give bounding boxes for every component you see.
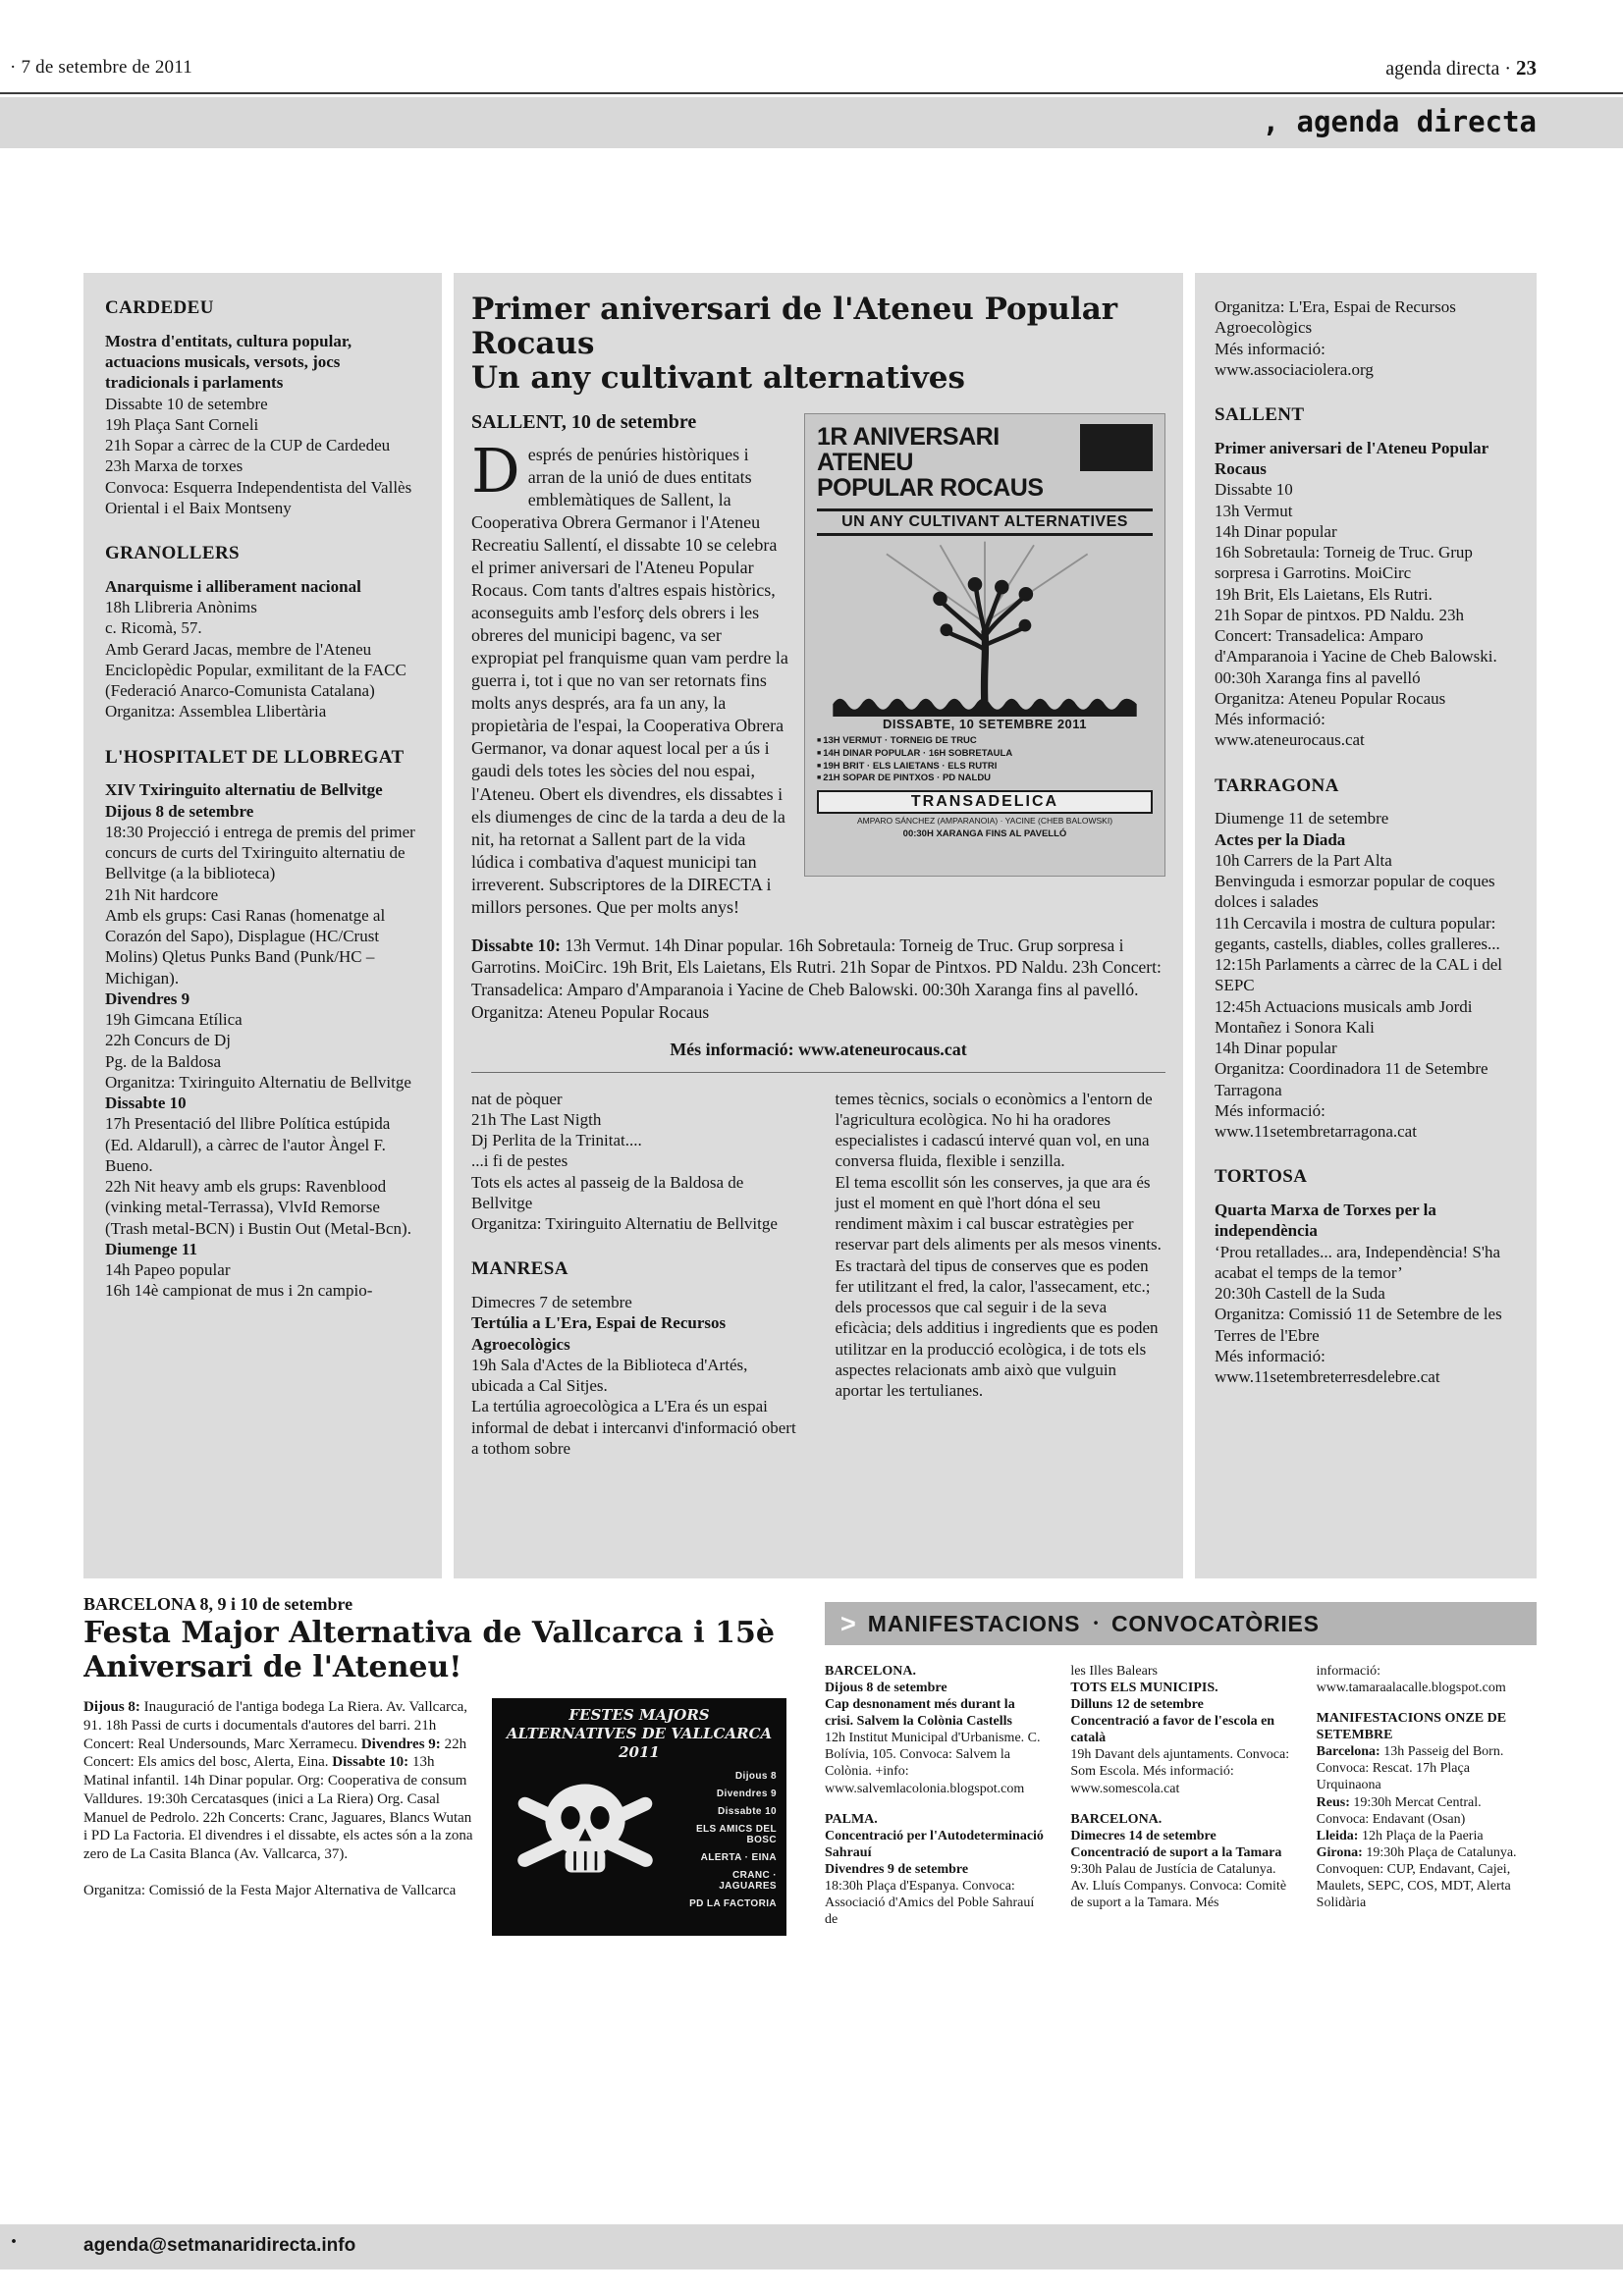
drop-cap: D (471, 435, 520, 507)
agenda-line: 21h The Last Nigth (471, 1109, 602, 1129)
bold-segment: Dissabte 10: (332, 1754, 409, 1771)
agenda-line: Primer aniversari de l'Ateneu Popular Rocaus (1215, 438, 1488, 478)
agenda-line: www.ateneurocaus.cat (1215, 730, 1365, 750)
separator-dot: · (1504, 58, 1511, 80)
agenda-line: Dijous 8 de setembre (105, 801, 254, 821)
agenda-right-blocks (1215, 296, 1517, 1387)
skull-artwork (496, 1761, 675, 1910)
agenda-line: Més informació: www.11setembreterresdelebre.cat (1215, 1346, 1440, 1386)
poster-badge (1080, 424, 1153, 471)
city-heading: TARRAGONA (1215, 774, 1339, 796)
agenda-line: Més informació: (1215, 710, 1325, 728)
agenda-line: 18h Llibreria Anònims (105, 598, 257, 616)
subcolumn-right (836, 1089, 1166, 1460)
agenda-line: El tema escollit són les conserves, ja que ara és just el moment en què l'hort dóna el seu rendiment màxim i cal buscar estratègies per reservar part dels aliments per als mesos vinents. Es tractarà del tipus de conserves que es poden fer utilitzant el fred, la calor, l'assecament, etc.; dels processos que cal seguir i de la seva eficàcia; dels additius i ingredients que es poden utilitzar en la producció ecològica, i de tots els aspectes relacionats amb això que vulguin aportar les tertulianes. (835, 1172, 1162, 1401)
agenda-line: 20:30h Castell de la Suda (1215, 1284, 1385, 1303)
poster-subtitle-strip: UN ANY CULTIVANT ALTERNATIVES (817, 508, 1153, 536)
agenda-line: 11h Cercavila i mostra de cultura popular: gegants, castells, diables, colles gralleres... (1215, 913, 1500, 953)
article-subcolumns (471, 1089, 1165, 1460)
agenda-line: Mostra d'entitats, cultura popular, actuacions musicals, versots, jocs tradicionals i parlaments (105, 331, 352, 393)
text-segment: Inauguració de l'antiga bodega La Riera. Av. Vallcarca, 91. 18h Passi de curts i documentals d'autores del barri. 21h Concert: Real Undersounds, Marc Xerramecu. (83, 1699, 468, 1752)
agenda-line: 19h Davant dels ajuntaments. Convoca: Som Escola. Més informació: www.somescola.cat (1070, 1747, 1290, 1796)
agenda-line: Pg. de la Baldosa (105, 1051, 222, 1071)
agenda-line: www.associaciolera.org (1215, 359, 1374, 379)
agenda-line: Dissabte 10 de setembre (105, 394, 268, 413)
agenda-line: XIV Txiringuito alternatiu de Bellvitge (105, 780, 383, 800)
agenda-line: Organitza: Txiringuito Alternatiu de Bellvitge (105, 1072, 411, 1092)
poster-schedule-line: ■ 19H BRIT · ELS LAIETANS · ELS RUTRI (817, 761, 1153, 774)
poster-schedule-line: ■ 14H DINAR POPULAR · 16H SOBRETAULA (817, 748, 1153, 761)
agenda-line: 10h Carrers de la Part Alta (1215, 850, 1392, 870)
manifest-title-1: MANIFESTACIONS (867, 1610, 1081, 1636)
agenda-line: Més informació: (1215, 339, 1325, 358)
agenda-line: Amb els grups: Casi Ranas (homenatge al Corazón del Sapo), Displague (HC/Crust Molins) Qletus Punks Band (Punk/HC – Michigan). (105, 905, 386, 988)
article-divider (471, 1072, 1165, 1073)
agenda-line: 19h Gimcana Etílica (105, 1010, 243, 1029)
arrow-icon: > (840, 1608, 856, 1638)
agenda-line: 19h Sala d'Actes de la Biblioteca d'Artés, ubicada a Cal Sitjes. (471, 1355, 748, 1396)
banner-title: , agenda directa (1262, 105, 1537, 138)
article-body-text: esprés de penúries històriques i arran de la unió de dues entitats emblemàtiques de Sallent, la Cooperativa Obrera Germanor i l'Ateneu Recreatiu Sallentí, el dissabte 10 se celebra el primer aniversari de l'Ateneu Popular Rocaus. Com tants d'altres espais històrics, aconseguits amb l'esforç dels obrers i les obreres del municipi bagenc, va ser expropiat pel franquisme quan vam perdre la guerra i, tot i que no van ser retornats fins molts anys després, ara fa un any, la propietària de l'espai, la Cooperativa Obrera Germanor, va donar aquest local per a ús i gaudi dels totes les sòcies del nou espai, l'Ateneu. Obert els divendres, els dissabtes i els diumenges de cinc de la tarda a deu de la nit, ha retornat a Sallent part de la vida lúdica i combativa d'aquest municipi tan irreverent. Subscriptores de la DIRECTA i millors persones. Que per molts anys! (471, 445, 788, 917)
agenda-line: 00:30h Xaranga fins al pavelló (1215, 667, 1421, 687)
poster-title-line-2: POPULAR ROCAUS (817, 474, 1044, 503)
agenda-line: ...i fi de pestes (471, 1151, 568, 1171)
poster-band-sub: AMPARO SÁNCHEZ (AMPARANOIA) · YACINE (CHEB BALOWSKI) (856, 816, 1113, 827)
agenda-line: informació: www.tamaraalacalle.blogspot.com (1316, 1664, 1506, 1696)
vallcarca-poster-line: CRANC · JAGUARES (719, 1870, 777, 1892)
agenda-line: Benvinguda i esmorzar popular de coques dolces i salades (1215, 872, 1495, 912)
agenda-line: TOTS ELS MUNICIPIS. (1070, 1681, 1218, 1696)
agenda-line: Anarquisme i alliberament nacional (105, 576, 361, 596)
agenda-line: BARCELONA. (1070, 1811, 1163, 1827)
city-heading: TORTOSA (1215, 1166, 1308, 1188)
contact-email: agenda@setmanaridirecta.info (83, 2235, 356, 2256)
agenda-line: Dissabte 10 (1215, 480, 1293, 500)
bold-segment: Reus: (1316, 1794, 1350, 1810)
agenda-column-left (83, 273, 442, 1578)
agenda-line: Quarta Marxa de Torxes per la independència (1215, 1201, 1436, 1241)
section-and-page (1385, 56, 1537, 80)
agenda-line: 18:30h Plaça d'Espanya. Convoca: Associació d'Amics del Poble Sahrauí de (825, 1878, 1035, 1928)
spacer (1317, 1696, 1537, 1710)
spacer (825, 1797, 1045, 1811)
article-body-flow (471, 411, 1165, 1459)
agenda-line: 22h Concurs de Dj (105, 1031, 231, 1050)
agenda-line: c. Ricomà, 57. (105, 618, 202, 638)
festa-headline: Festa Major Alternativa de Vallcarca i 15è Aniversari de l'Ateneu! (83, 1616, 775, 1684)
vallcarca-poster-image (492, 1698, 786, 1936)
agenda-line: La tertúlia agroecològica a L'Era és un espai informal de debat i intercanvi d'informació obert a tothom sobre (471, 1397, 796, 1458)
agenda-line: Dilluns 12 de setembre (1070, 1697, 1204, 1713)
agenda-line: Diumenge 11 (105, 1239, 197, 1258)
bold-segment: Dijous 8: (83, 1699, 140, 1715)
agenda-line: 21h Sopar a càrrec de la CUP de Cardedeu (105, 436, 391, 454)
agenda-line: nat de pòquer (471, 1089, 563, 1108)
subcolumn-left (471, 1089, 802, 1460)
festa-body (83, 1698, 476, 1936)
city-heading: MANRESA (471, 1258, 568, 1280)
vallcarca-poster-lines (673, 1771, 777, 1916)
agenda-line: Organitza: Coordinadora 11 de Setembre Tarragona (1215, 1059, 1488, 1099)
agenda-line: 12:45h Actuacions musicals amb Jordi Montañez i Sonora Kali (1215, 996, 1473, 1037)
agenda-line: les Illes Balears (1070, 1664, 1158, 1679)
agenda-line: Cap desnonament més durant la crisi. Salvem la Colònia Castells (825, 1697, 1015, 1730)
agenda-line: temes tècnics, socials o econòmics a l'entorn de l'agricultura ecològica. No hi ha oradores especialistes i cadascú intervé quan vol, en una conversa fluida, flexible i senzilla. (835, 1089, 1153, 1171)
agenda-line: 23h Marxa de torxes (105, 456, 243, 476)
agenda-line: Organitza: Assemblea Llibertària (105, 702, 327, 721)
manifest-columns (825, 1663, 1537, 1928)
article-more-info: Més informació: www.ateneurocaus.cat (670, 1039, 967, 1059)
bold-segment: Girona: (1316, 1844, 1363, 1860)
spacer (83, 1864, 476, 1882)
agenda-line (83, 1698, 476, 1864)
agenda-line: MANIFESTACIONS ONZE DE SETEMBRE (1316, 1711, 1507, 1743)
poster-schedule-line: ■ 21H SOPAR DE PINTXOS · PD NALDU (817, 773, 1153, 785)
header-rule (0, 92, 1623, 94)
agenda-left-blocks (105, 296, 420, 1302)
agenda-line: Organitza: Txiringuito Alternatiu de Bellvitge (471, 1214, 778, 1234)
vallcarca-poster-title: FESTES MAJORS ALTERNATIVES DE VALLCARCA 2011 (506, 1706, 773, 1761)
poster-header (817, 424, 1153, 501)
agenda-line: Tertúlia a L'Era, Espai de Recursos Agroecològics (471, 1313, 727, 1354)
agenda-line: Dimecres 14 de setembre (1070, 1828, 1217, 1843)
agenda-line: 19h Plaça Sant Corneli (105, 414, 259, 434)
agenda-line: Concentració per l'Autodeterminació Sahrauí (825, 1828, 1044, 1860)
agenda-line: 22h Nit heavy amb els grups: Ravenblood (vinking metal-Terrassa), VlvId Remorse (Trash metal-BCN) i Bustin Out (Metal-Bcn). (105, 1177, 411, 1238)
agenda-line: 9:30h Palau de Justícia de Catalunya. Av. Lluís Companys. Convoca: Comitè de suport a la Tamara. Més (1070, 1861, 1287, 1911)
agenda-line: Concentració de suport a la Tamara (1070, 1844, 1282, 1860)
vallcarca-poster-line: Divendres 9 (716, 1789, 777, 1799)
poster-schedule (817, 735, 1153, 785)
agenda-line: 19h Brit, Els Laietans, Els Rutri. (1215, 584, 1433, 604)
issue-date: · 7 de setembre de 2011 (10, 57, 192, 78)
agenda-column-right (1195, 273, 1537, 1578)
spacer (1070, 1797, 1290, 1811)
agenda-line: BARCELONA. (825, 1664, 916, 1679)
agenda-line: Amb Gerard Jacas, membre de l'Ateneu Enciclopèdic Popular, exmilitant de la FACC (Federació Anarco-Comunista Catalana) (105, 639, 406, 700)
agenda-line: 21h Nit hardcore (105, 884, 219, 904)
headline-line-2: Un any cultivant alternatives (471, 360, 965, 397)
agenda-line: Convoca: Esquerra Independentista del Vallès Oriental i el Baix Montseny (105, 477, 412, 517)
agenda-line: Dimecres 7 de setembre (471, 1293, 632, 1312)
text-segment: 22h Concert: Els amics del bosc, Alerta, Eina. (83, 1735, 467, 1771)
agenda-line: Organitza: Comissió de la Festa Major Alternativa de Vallcarca (83, 1882, 457, 1898)
agenda-line: 12:15h Parlaments a càrrec de la CAL i del SEPC (1215, 955, 1502, 995)
headline-line-1: Primer aniversari de l'Ateneu Popular Rocaus (471, 292, 1118, 362)
agenda-line: Dijous 8 de setembre (825, 1681, 947, 1696)
agenda-line: Organitza: Comissió 11 de Setembre de les Terres de l'Ebre (1215, 1305, 1502, 1345)
text-segment: 19:30h Plaça de Catalunya. Convoquen: CUP, Endavant, Cajei, Maulets, SEPC, COS, MDT, Alerta Solidària (1316, 1844, 1517, 1911)
manifest-header (825, 1602, 1537, 1645)
agenda-line: Organitza: Ateneu Popular Rocaus (1215, 688, 1446, 708)
agenda-line: 14h Dinar popular (1215, 1039, 1337, 1057)
agenda-line: Organitza: L'Era, Espai de Recursos Agroecològics (1215, 297, 1456, 338)
feature-article (454, 273, 1183, 1578)
agenda-line: 18:30 Projecció i entrega de premis del primer concurs de curts del Txiringuito alternatiu de Bellvitge (a la biblioteca) (105, 822, 415, 883)
agenda-line: 14h Dinar popular (1215, 521, 1337, 541)
vallcarca-poster-line: Dijous 8 (734, 1771, 777, 1782)
agenda-line: 12h Institut Municipal d'Urbanisme. C. Bolívia, 105. Convoca: Salvem la Colònia. +info: www.salvemlacolonia.blogspot.com (825, 1731, 1041, 1796)
poster-schedule-line: ■ 13H VERMUT · TORNEIG DE TRUC (817, 735, 1153, 748)
agenda-line: 17h Presentació del llibre Política estúpida (Ed. Aldarull), a càrrec de l'autor Àngel F. Bueno. (105, 1114, 391, 1175)
section-name: agenda directa (1385, 58, 1500, 80)
festa-major-box (83, 1594, 805, 1977)
city-heading: L'HOSPITALET DE LLOBREGAT (105, 746, 405, 768)
text-segment: 13h Passeig del Born. Convoca: Rescat. 17h Plaça Urquinaona (1316, 1744, 1504, 1793)
agenda-line (1317, 1844, 1537, 1911)
agenda-line: 16h 14è campionat de mus i 2n campio- (105, 1281, 373, 1301)
article-schedule (471, 934, 1165, 1024)
agenda-line: ‘Prou retallades... ara, Independència! S'ha acabat el temps de la temor’ (1215, 1242, 1500, 1282)
manifest-section (825, 1602, 1537, 1975)
article-headline (471, 293, 1165, 396)
agenda-line: Actes per la Diada (1215, 829, 1346, 849)
poster-title-line-1: 1R ANIVERSARI ATENEU (817, 423, 1000, 477)
agenda-line (1317, 1828, 1537, 1844)
agenda-line: Concentració a favor de l'escola en català (1070, 1714, 1275, 1746)
footer-bar (0, 2224, 1623, 2269)
agenda-line: 14h Papeo popular (105, 1260, 231, 1279)
text-segment: 13h Matinal infantil. 14h Dinar popular. Org: Cooperativa de consum Valldures. 19:30h Cercatasques (inici a La Riera) Org. Casal Manuel de Pedrolo. 22h Concerts: Cranc, Jaguares, Blancs Wutan i PD La Factoria. El divendres i el dissabte, els actes són a la zona zero de La Casita Blanca (Av. Vallcarca, 37). (83, 1754, 473, 1862)
bold-segment: Lleida: (1316, 1828, 1359, 1843)
festa-kicker: BARCELONA 8, 9 i 10 de setembre (83, 1594, 353, 1614)
agenda-line: Divendres 9 de setembre (825, 1861, 969, 1877)
footer-bullet: · (10, 2229, 19, 2255)
agenda-line: Dj Perlita de la Trinitat.... (471, 1131, 642, 1150)
poster-title (817, 424, 1072, 501)
page-number: 23 (1516, 56, 1537, 80)
article-dateline: SALLENT, 10 de setembre (471, 411, 697, 434)
poster-band-name: TRANSADELICA (817, 790, 1153, 814)
vallcarca-poster-line: ALERTA · EINA (700, 1852, 777, 1863)
manifest-column-2 (1070, 1663, 1290, 1928)
text-segment: 12h Plaça de la Paeria (1358, 1828, 1484, 1843)
agenda-line: 21h Sopar de pintxos. PD Naldu. 23h Concert: Transadelica: Amparo d'Amparanoia i Yacine de Cheb Balowski. (1215, 605, 1497, 667)
manifest-column-3 (1317, 1663, 1537, 1928)
city-heading: CARDEDEU (105, 297, 214, 318)
agenda-line (1317, 1794, 1537, 1828)
manifest-separator: · (1092, 1611, 1100, 1635)
agenda-line: Diumenge 11 de setembre (1215, 809, 1389, 828)
text-segment: 19:30h Mercat Central. Convoca: Endavant (Osan) (1316, 1794, 1482, 1827)
agenda-line: PALMA. (825, 1811, 878, 1827)
manifest-column-1 (825, 1663, 1045, 1928)
rocaus-poster-image (804, 413, 1165, 877)
vallcarca-poster-line: ELS AMICS DEL BOSC (695, 1824, 777, 1845)
manifest-title-2: CONVOCATÒRIES (1110, 1610, 1320, 1636)
city-heading: GRANOLLERS (105, 543, 241, 563)
schedule-lead: Dissabte 10: (471, 934, 561, 955)
vallcarca-poster-line: PD LA FACTORIA (689, 1898, 777, 1909)
agenda-line: Tots els actes al passeig de la Baldosa de Bellvitge (471, 1172, 744, 1212)
agenda-line: Divendres 9 (105, 988, 190, 1008)
vallcarca-poster-line: Dissabte 10 (718, 1806, 777, 1817)
schedule-rest: 13h Vermut. 14h Dinar popular. 16h Sobretaula: Torneig de Truc. Grup sorpresa i Garrotins. MoiCirc. 19h Brit, Els Laietans, Els Rutri. 21h Sopar de Pintxos. PD Naldu. 23h Concert: Transadelica: Amparo d'Amparanoia i Yacine de Cheb Balowski. 00:30h Xaranga fins al pavelló. Organitza: Ateneu Popular Rocaus (471, 934, 1162, 1022)
agenda-line: Dissabte 10 (105, 1094, 187, 1112)
poster-footer-line: 00:30H XARANGA FINS AL PAVELLÓ (902, 828, 1067, 840)
poster-tree-artwork (817, 538, 1153, 717)
section-banner (0, 97, 1623, 148)
agenda-line (1317, 1743, 1537, 1793)
festa-content-row (83, 1698, 805, 1936)
poster-date-line: DISSABTE, 10 SETEMBRE 2011 (882, 717, 1088, 732)
bold-segment: Divendres 9: (360, 1735, 441, 1752)
bold-segment: Barcelona: (1316, 1744, 1380, 1760)
agenda-line: 16h Sobretaula: Torneig de Truc. Grup sorpresa i Garrotins. MoiCirc (1215, 543, 1473, 583)
city-heading: SALLENT (1215, 404, 1305, 425)
agenda-line: Més informació: www.11setembretarragona.cat (1215, 1100, 1417, 1141)
agenda-line: 13h Vermut (1215, 501, 1293, 520)
